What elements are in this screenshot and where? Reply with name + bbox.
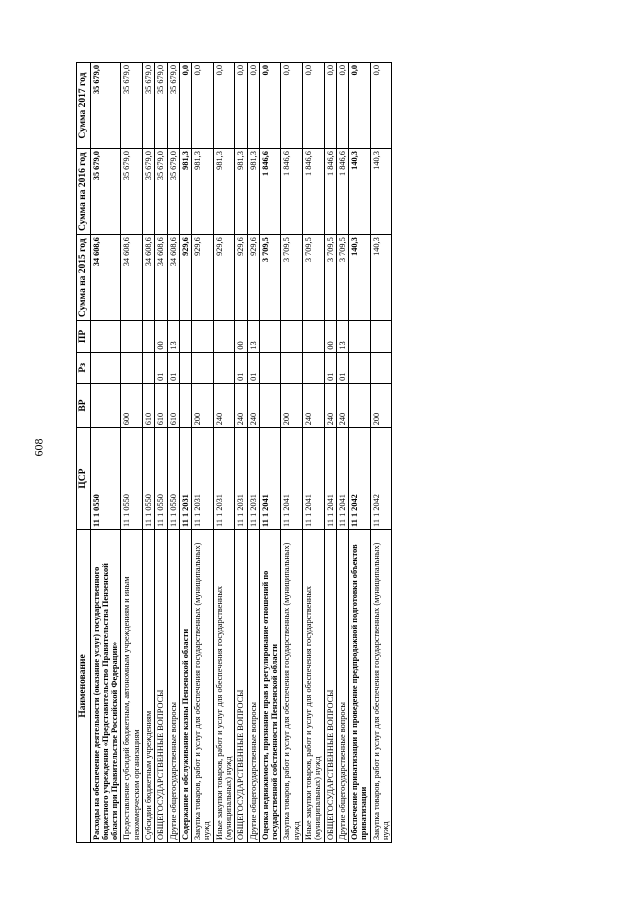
pr-cell: 13 (167, 321, 179, 352)
sum-2016-cell: 981,3 (192, 149, 214, 235)
sum-2016-cell: 140,3 (349, 149, 371, 235)
rz-cell: 01 (235, 352, 247, 383)
sum-2015-cell: 929,6 (213, 235, 235, 321)
sum-2015-cell: 929,6 (179, 235, 191, 321)
sum-2016-cell: 981,3 (179, 149, 191, 235)
name-cell: Закупка товаров, работ и услуг для обеспечения государственных (муниципальных) нужд (281, 529, 303, 842)
col-header-name: Наименование (77, 529, 91, 842)
vr-cell: 600 (121, 383, 143, 427)
pr-cell: 00 (324, 321, 336, 352)
pr-cell (143, 321, 155, 352)
table-row (336, 63, 348, 843)
rz-cell: 01 (324, 352, 336, 383)
sum-2015-cell: 34 608,6 (143, 235, 155, 321)
sum-2017-cell: 0,0 (324, 63, 336, 149)
table-row (302, 63, 324, 843)
rz-cell: 01 (336, 352, 348, 383)
table-row (349, 63, 371, 843)
name-cell: Другие общегосударственные вопросы (167, 529, 179, 842)
vr-cell: 610 (155, 383, 167, 427)
sum-2017-cell: 0,0 (336, 63, 348, 149)
sum-2017-cell: 0,0 (349, 63, 371, 149)
rz-cell: 01 (167, 352, 179, 383)
rz-cell (349, 352, 371, 383)
sum-2016-cell: 140,3 (370, 149, 392, 235)
col-header-rz: Рз (77, 352, 91, 383)
sum-2017-cell: 0,0 (370, 63, 392, 149)
rz-cell (259, 352, 281, 383)
col-header-csr: ЦСР (77, 428, 91, 530)
csr-cell: 11 1 2031 (213, 428, 235, 530)
vr-cell: 200 (370, 383, 392, 427)
col-header-2017: Сумма 2017 год (77, 63, 91, 149)
sum-2017-cell: 0,0 (213, 63, 235, 149)
sum-2016-cell: 1 846,6 (336, 149, 348, 235)
csr-cell: 11 1 2041 (302, 428, 324, 530)
csr-cell: 11 1 2041 (281, 428, 303, 530)
csr-cell: 11 1 2031 (235, 428, 247, 530)
sum-2015-cell: 34 608,6 (155, 235, 167, 321)
pr-cell (349, 321, 371, 352)
pr-cell: 00 (155, 321, 167, 352)
name-cell: Расходы на обеспечение деятельности (оказание услуг) государственного бюджетного учреждения «Представительство Правительства Пензенской области при Правительстве Российской Федерации» (90, 529, 121, 842)
col-header-vr: ВР (77, 383, 91, 427)
table-row (121, 63, 143, 843)
table-row (370, 63, 392, 843)
table-row (281, 63, 303, 843)
rz-cell (121, 352, 143, 383)
pr-cell (179, 321, 191, 352)
page-number: 608 (31, 438, 46, 457)
pr-cell: 13 (247, 321, 259, 352)
sum-2015-cell: 3 709,5 (336, 235, 348, 321)
pr-cell (192, 321, 214, 352)
table-row (179, 63, 191, 843)
table-row (192, 63, 214, 843)
vr-cell: 610 (143, 383, 155, 427)
csr-cell: 11 1 0550 (143, 428, 155, 530)
sum-2015-cell: 140,3 (370, 235, 392, 321)
table-row (213, 63, 235, 843)
csr-cell: 11 1 2042 (349, 428, 371, 530)
pr-cell (281, 321, 303, 352)
sum-2016-cell: 1 846,6 (324, 149, 336, 235)
col-header-2016: Сумма на 2016 год (77, 149, 91, 235)
vr-cell: 240 (247, 383, 259, 427)
csr-cell: 11 1 0550 (90, 428, 121, 530)
vr-cell (90, 383, 121, 427)
col-header-2015: Сумма на 2015 год (77, 235, 91, 321)
rz-cell (281, 352, 303, 383)
vr-cell: 240 (213, 383, 235, 427)
table-row (324, 63, 336, 843)
vr-cell: 240 (336, 383, 348, 427)
rz-cell (213, 352, 235, 383)
sum-2017-cell: 35 679,0 (143, 63, 155, 149)
table-row (247, 63, 259, 843)
sum-2017-cell: 0,0 (192, 63, 214, 149)
csr-cell: 11 1 2041 (259, 428, 281, 530)
sum-2016-cell: 35 679,0 (90, 149, 121, 235)
csr-cell: 11 1 0550 (167, 428, 179, 530)
sum-2015-cell: 3 709,5 (281, 235, 303, 321)
name-cell: Закупка товаров, работ и услуг для обеспечения государственных (муниципальных) нужд (192, 529, 214, 842)
csr-cell: 11 1 2042 (370, 428, 392, 530)
pr-cell (121, 321, 143, 352)
sum-2016-cell: 1 846,6 (259, 149, 281, 235)
csr-cell: 11 1 2031 (192, 428, 214, 530)
pr-cell (90, 321, 121, 352)
name-cell: Другие общегосударственные вопросы (247, 529, 259, 842)
name-cell: Другие общегосударственные вопросы (336, 529, 348, 842)
sum-2015-cell: 34 608,6 (121, 235, 143, 321)
rz-cell (192, 352, 214, 383)
vr-cell: 610 (167, 383, 179, 427)
rz-cell: 01 (155, 352, 167, 383)
name-cell: Оценка недвижимости, признание прав и регулирование отношений по государственной собственности Пензенской области (259, 529, 281, 842)
rotated-table-wrapper (76, 62, 572, 843)
vr-cell: 240 (235, 383, 247, 427)
sum-2016-cell: 35 679,0 (155, 149, 167, 235)
sum-2015-cell: 929,6 (235, 235, 247, 321)
name-cell: Иные закупки товаров, работ и услуг для обеспечения государственных (муниципальных) нужд (213, 529, 235, 842)
rz-cell (90, 352, 121, 383)
pr-cell (213, 321, 235, 352)
table-body (90, 63, 392, 843)
name-cell: ОБЩЕГОСУДАРСТВЕННЫЕ ВОПРОСЫ (324, 529, 336, 842)
sum-2017-cell: 35 679,0 (90, 63, 121, 149)
sum-2016-cell: 35 679,0 (121, 149, 143, 235)
vr-cell: 200 (281, 383, 303, 427)
sum-2017-cell: 0,0 (302, 63, 324, 149)
name-cell: Предоставление субсидий бюджетным, автономным учреждениям и иным некоммерческим организациям (121, 529, 143, 842)
csr-cell: 11 1 0550 (155, 428, 167, 530)
sum-2017-cell: 35 679,0 (167, 63, 179, 149)
sum-2016-cell: 981,3 (235, 149, 247, 235)
pr-cell (302, 321, 324, 352)
sum-2016-cell: 981,3 (213, 149, 235, 235)
name-cell: Обеспечение приватизации и проведение предпродажной подготовки объектов приватизации (349, 529, 371, 842)
name-cell: Содержание и обслуживание казны Пензенской области (179, 529, 191, 842)
sum-2016-cell: 981,3 (247, 149, 259, 235)
sum-2017-cell: 0,0 (281, 63, 303, 149)
pr-cell: 13 (336, 321, 348, 352)
sum-2015-cell: 3 709,5 (259, 235, 281, 321)
csr-cell: 11 1 2031 (179, 428, 191, 530)
csr-cell: 11 1 2031 (247, 428, 259, 530)
rz-cell (302, 352, 324, 383)
pr-cell: 00 (235, 321, 247, 352)
sum-2015-cell: 3 709,5 (302, 235, 324, 321)
rz-cell (370, 352, 392, 383)
header-row (77, 63, 91, 843)
vr-cell (179, 383, 191, 427)
table-row (90, 63, 121, 843)
sum-2015-cell: 140,3 (349, 235, 371, 321)
vr-cell: 200 (192, 383, 214, 427)
sum-2017-cell: 35 679,0 (121, 63, 143, 149)
sum-2016-cell: 1 846,6 (302, 149, 324, 235)
sum-2015-cell: 3 709,5 (324, 235, 336, 321)
sum-2016-cell: 35 679,0 (167, 149, 179, 235)
table-row (143, 63, 155, 843)
vr-cell: 240 (302, 383, 324, 427)
sum-2017-cell: 0,0 (259, 63, 281, 149)
sum-2017-cell: 35 679,0 (155, 63, 167, 149)
csr-cell: 11 1 2041 (336, 428, 348, 530)
name-cell: ОБЩЕГОСУДАРСТВЕННЫЕ ВОПРОСЫ (155, 529, 167, 842)
vr-cell (349, 383, 371, 427)
name-cell: Субсидии бюджетным учреждениям (143, 529, 155, 842)
sum-2017-cell: 0,0 (235, 63, 247, 149)
sum-2017-cell: 0,0 (247, 63, 259, 149)
sum-2016-cell: 1 846,6 (281, 149, 303, 235)
vr-cell (259, 383, 281, 427)
pr-cell (370, 321, 392, 352)
name-cell: Закупка товаров, работ и услуг для обеспечения государственных (муниципальных) нужд (370, 529, 392, 842)
pr-cell (259, 321, 281, 352)
name-cell: ОБЩЕГОСУДАРСТВЕННЫЕ ВОПРОСЫ (235, 529, 247, 842)
sum-2016-cell: 35 679,0 (143, 149, 155, 235)
sum-2015-cell: 34 608,6 (90, 235, 121, 321)
name-cell: Иные закупки товаров, работ и услуг для обеспечения государственных (муниципальных) нужд (302, 529, 324, 842)
sum-2015-cell: 929,6 (192, 235, 214, 321)
sum-2017-cell: 0,0 (179, 63, 191, 149)
csr-cell: 11 1 2041 (324, 428, 336, 530)
sum-2015-cell: 929,6 (247, 235, 259, 321)
rz-cell (143, 352, 155, 383)
rz-cell (179, 352, 191, 383)
table-row (259, 63, 281, 843)
csr-cell: 11 1 0550 (121, 428, 143, 530)
vr-cell: 240 (324, 383, 336, 427)
col-header-pr: ПР (77, 321, 91, 352)
sum-2015-cell: 34 608,6 (167, 235, 179, 321)
budget-table (76, 62, 392, 843)
table-row (235, 63, 247, 843)
rz-cell: 01 (247, 352, 259, 383)
table-row (167, 63, 179, 843)
table-row (155, 63, 167, 843)
